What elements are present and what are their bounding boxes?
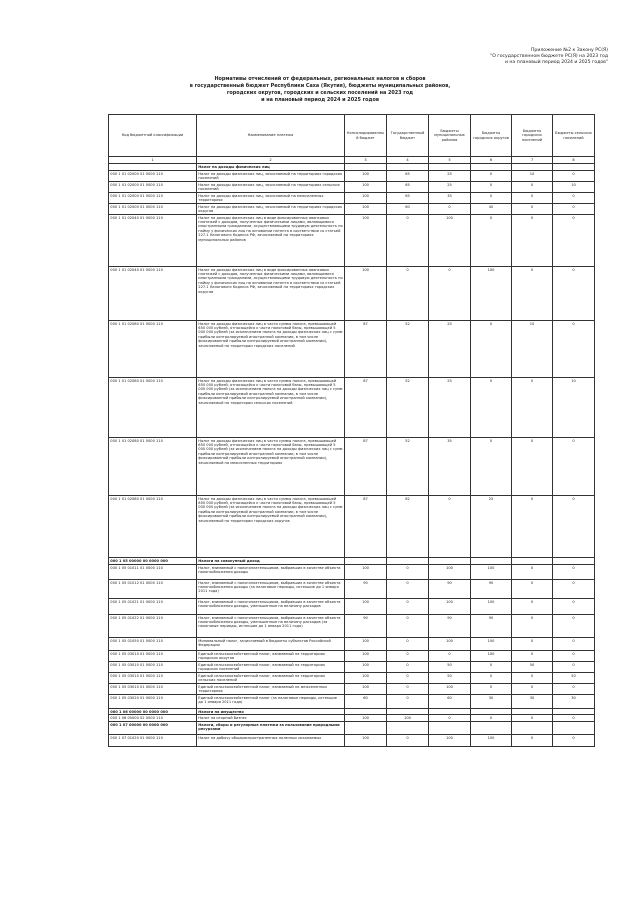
cell-value: 87 [345, 321, 387, 378]
table-row [109, 580, 595, 599]
cell-value: 0 [553, 204, 595, 215]
cell-value: 50 [429, 673, 471, 684]
cell-value [471, 558, 512, 565]
cell-name: Налог, взимаемый с налогоплательщиков, выбравших в качестве объекта налогообложения доходы, уменьшенные на величину расходов [197, 599, 345, 615]
cell-code: 000 1 01 02080 01 0000 110 [109, 321, 197, 378]
cell-value: 0 [553, 715, 595, 722]
cell-code: 000 1 06 00000 00 0000 000 [109, 709, 197, 715]
cell-value: 90 [345, 615, 387, 638]
cell-value: 0 [387, 615, 429, 638]
cell-value: 60 [345, 695, 387, 709]
cell-value: 0 [387, 662, 429, 673]
cell-value: 0 [512, 638, 553, 651]
cell-value: 87 [345, 496, 387, 558]
cell-value: 100 [345, 651, 387, 662]
cell-value: 0 [512, 673, 553, 684]
cell-value [553, 164, 595, 171]
index-cell: 3 [345, 157, 387, 164]
cell-value: 100 [471, 651, 512, 662]
cell-name: Налог, взимаемый с налогоплательщиков, выбравших в качестве объекта налогообложения доходы [197, 565, 345, 580]
cell-code: 000 1 05 01011 01 0000 110 [109, 565, 197, 580]
cell-value: 0 [387, 638, 429, 651]
cell-value: 87 [345, 378, 387, 438]
index-row [109, 157, 595, 164]
index-cell: 7 [512, 157, 553, 164]
cell-name: Минимальный налог, зачисляемый в бюджеты субъектов Российской Федерации [197, 638, 345, 651]
header-rural-settlements: Бюджеты сельских поселений [553, 115, 595, 157]
cell-value: 25 [429, 321, 471, 378]
cell-name: Налоги на совокупный доход [197, 558, 345, 565]
index-cell: 2 [197, 157, 345, 164]
cell-value: 100 [345, 193, 387, 204]
cell-value: 52 [387, 321, 429, 378]
index-cell: 8 [553, 157, 595, 164]
cell-name: Налог на добычу общераспространенных полезных ископаемых [197, 735, 345, 747]
cell-value: 0 [512, 496, 553, 558]
cell-value: 100 [345, 735, 387, 747]
cell-value: 0 [512, 615, 553, 638]
cell-value: 0 [429, 267, 471, 321]
cell-value: 0 [471, 378, 512, 438]
cell-value: 52 [387, 438, 429, 496]
cell-value: 25 [471, 496, 512, 558]
table-row [109, 267, 595, 321]
cell-value: 10 [553, 182, 595, 193]
cell-name: Налог на игорный бизнес [197, 715, 345, 722]
norms-table [108, 114, 595, 747]
cell-code: 000 1 06 05000 02 0000 110 [109, 715, 197, 722]
table-row [109, 171, 595, 182]
cell-value: 0 [553, 496, 595, 558]
cell-value: 10 [512, 171, 553, 182]
cell-name: Налоги, сборы и регулярные платежи за пользование природными ресурсами [197, 722, 345, 735]
cell-code: 000 1 05 03020 01 0000 110 [109, 695, 197, 709]
index-cell: 6 [471, 157, 512, 164]
cell-value: 0 [471, 684, 512, 695]
cell-value [387, 722, 429, 735]
cell-value: 100 [345, 715, 387, 722]
cell-value: 0 [512, 267, 553, 321]
table-row [109, 438, 595, 496]
index-cell: 5 [429, 157, 471, 164]
cell-name: Единый сельскохозяйственный налог (за налоговые периоды, истекшие до 1 января 2011 года) [197, 695, 345, 709]
header-urban-settlements: Бюджеты городских поселений [512, 115, 553, 157]
cell-value: 0 [512, 715, 553, 722]
section-row [109, 164, 595, 171]
cell-value: 0 [512, 565, 553, 580]
cell-value: 0 [387, 267, 429, 321]
section-row [109, 558, 595, 565]
cell-code: 000 1 01 02000 01 0000 110 [109, 182, 197, 193]
cell-code: 000 1 01 02000 01 0000 110 [109, 193, 197, 204]
cell-value: 100 [471, 638, 512, 651]
cell-code: 000 1 07 00000 00 0000 000 [109, 722, 197, 735]
cell-value: 100 [345, 182, 387, 193]
cell-code: 000 1 01 02040 01 0000 110 [109, 267, 197, 321]
table-row [109, 651, 595, 662]
cell-value: 0 [512, 684, 553, 695]
cell-value: 0 [553, 599, 595, 615]
cell-value: 100 [471, 735, 512, 747]
cell-value: 0 [471, 171, 512, 182]
table-row [109, 615, 595, 638]
cell-value: 100 [345, 684, 387, 695]
cell-value: 0 [512, 193, 553, 204]
cell-value: 10 [512, 321, 553, 378]
cell-name: Налог на доходы физических лиц, зачисляемый на территориях городских поселений [197, 171, 345, 182]
title-line: в государственный бюджет Республики Саха (Якутия), бюджеты муниципальных районов, [189, 83, 451, 89]
appendix-line: Приложение №2 к Закону РС(Я) [530, 48, 608, 53]
cell-value: 90 [471, 615, 512, 638]
cell-value: 0 [471, 182, 512, 193]
cell-value: 0 [471, 438, 512, 496]
cell-value [387, 558, 429, 565]
cell-value: 0 [387, 565, 429, 580]
table-row [109, 565, 595, 580]
cell-value: 65 [387, 182, 429, 193]
table-row [109, 715, 595, 722]
cell-value: 0 [387, 215, 429, 267]
cell-value: 0 [387, 580, 429, 599]
cell-value: 50 [429, 662, 471, 673]
cell-value: 0 [553, 171, 595, 182]
cell-value: 90 [429, 580, 471, 599]
cell-value: 0 [429, 204, 471, 215]
cell-code: 000 1 05 01021 01 0000 110 [109, 599, 197, 615]
cell-value [429, 558, 471, 565]
cell-value [512, 164, 553, 171]
cell-value: 100 [429, 735, 471, 747]
cell-value: 40 [471, 204, 512, 215]
cell-value [345, 722, 387, 735]
cell-value: 0 [512, 735, 553, 747]
cell-name: Единый сельскохозяйственный налог, взимаемый на территориях городских поселений [197, 662, 345, 673]
title-line: и на плановый период 2024 и 2025 годов [261, 97, 379, 103]
header-state: Государственный бюджет [387, 115, 429, 157]
cell-code: 000 1 01 02080 01 0000 110 [109, 496, 197, 558]
cell-value: 35 [429, 193, 471, 204]
cell-value: 0 [429, 715, 471, 722]
cell-value: 0 [553, 684, 595, 695]
cell-value [429, 164, 471, 171]
table-row [109, 599, 595, 615]
cell-code: 000 1 01 02040 01 0000 110 [109, 215, 197, 267]
table-row [109, 321, 595, 378]
cell-value: 0 [512, 599, 553, 615]
cell-name: Налог на доходы физических лиц, зачисляемый на территориях сельских поселений [197, 182, 345, 193]
index-cell: 1 [109, 157, 197, 164]
cell-value: 0 [553, 662, 595, 673]
cell-value: 100 [387, 715, 429, 722]
cell-name: Налог на доходы физических лиц в части суммы налога, превышающей 650 000 рублей, относящейся к части налоговой базы, превышающей 5 000 000 рублей (за исключением налога на доходы физических лиц с сумм прибыли контролируемой иностранной компании, в том числе фиксированной прибыли контролируемой иностранной компании), зачисляемый на территории сельских поселений [197, 378, 345, 438]
cell-value: 0 [512, 438, 553, 496]
cell-value: 0 [553, 615, 595, 638]
title-line: Нормативы отчислений от федеральных, региональных налогов и сборов [214, 76, 426, 82]
cell-value: 0 [553, 580, 595, 599]
cell-code: 000 1 01 02000 01 0000 110 [109, 171, 197, 182]
appendix-note [388, 48, 608, 66]
cell-value: 60 [387, 204, 429, 215]
cell-value [429, 722, 471, 735]
cell-value: 0 [553, 193, 595, 204]
cell-value: 0 [471, 321, 512, 378]
table-row [109, 662, 595, 673]
cell-code [109, 164, 197, 171]
cell-value: 0 [471, 193, 512, 204]
cell-value [471, 164, 512, 171]
cell-value [345, 164, 387, 171]
cell-value: 100 [429, 215, 471, 267]
header-code: Код бюджетной классификации [109, 115, 197, 157]
cell-value [553, 558, 595, 565]
cell-value: 100 [345, 215, 387, 267]
cell-value: 100 [345, 638, 387, 651]
document-title [120, 76, 520, 104]
cell-value: 0 [387, 673, 429, 684]
cell-value: 0 [471, 715, 512, 722]
cell-code: 000 1 01 02080 01 0000 110 [109, 438, 197, 496]
cell-name: Единый сельскохозяйственный налог, взимаемый на межселенных территориях [197, 684, 345, 695]
cell-value [512, 722, 553, 735]
cell-value: 50 [512, 662, 553, 673]
cell-name: Налог на доходы физических лиц, зачисляемый на территориях городских округов [197, 204, 345, 215]
cell-value: 100 [471, 565, 512, 580]
cell-name: Налог на доходы физических лиц в виде фиксированных авансовых платежей с доходов, полученных физическими лицами, являющимися иностранными гражданами, осуществляющими трудовую деятельность по найму у физических лиц на основании патента в соответствии со статьей 227.1 Налогового Кодекса РФ, зачисляемый на территориях городских округов [197, 267, 345, 321]
cell-name: Налог на доходы физических лиц в части суммы налога, превышающей 650 000 рублей, относящейся к части налоговой базы, превышающей 5 000 000 рублей (за исключением налога на доходы физических лиц с сумм прибыли контролируемой иностранной компании, в том числе фиксированной прибыли контролируемой иностранной компании), зачисляемый на межселенных территориях [197, 438, 345, 496]
table-row [109, 378, 595, 438]
cell-name: Единый сельскохозяйственный налог, взимаемый на территориях сельских поселений [197, 673, 345, 684]
cell-value: 100 [345, 673, 387, 684]
cell-value: 35 [429, 438, 471, 496]
cell-value: 30 [471, 695, 512, 709]
cell-value: 0 [512, 651, 553, 662]
table-row [109, 204, 595, 215]
cell-code: 000 1 07 01020 01 0000 110 [109, 735, 197, 747]
cell-value: 25 [429, 182, 471, 193]
section-row [109, 722, 595, 735]
cell-value: 0 [512, 580, 553, 599]
cell-code: 000 1 05 03010 01 0000 110 [109, 662, 197, 673]
cell-value: 100 [471, 599, 512, 615]
cell-value: 10 [553, 378, 595, 438]
cell-value: 25 [429, 378, 471, 438]
cell-value: 0 [387, 695, 429, 709]
cell-code: 000 1 05 00000 00 0000 000 [109, 558, 197, 565]
cell-value [387, 164, 429, 171]
cell-value: 100 [345, 599, 387, 615]
appendix-line: "О государственном бюджете РС(Я) на 2023 год [490, 54, 608, 59]
cell-value: 90 [345, 580, 387, 599]
header-name: Наименование платежа [197, 115, 345, 157]
cell-value: 0 [387, 684, 429, 695]
cell-value: 0 [429, 496, 471, 558]
cell-value: 0 [553, 321, 595, 378]
cell-value: 0 [553, 735, 595, 747]
table-row [109, 182, 595, 193]
cell-value: 65 [387, 171, 429, 182]
table-row [109, 638, 595, 651]
appendix-line: и на плановый период 2024 и 2025 годов" [504, 60, 608, 65]
cell-value: 100 [345, 204, 387, 215]
cell-value: 52 [387, 378, 429, 438]
index-cell: 4 [387, 157, 429, 164]
cell-value: 65 [387, 193, 429, 204]
cell-value: 100 [345, 171, 387, 182]
cell-value: 50 [553, 673, 595, 684]
cell-code: 000 1 05 03010 01 0000 110 [109, 673, 197, 684]
table-row [109, 215, 595, 267]
cell-value: 0 [553, 565, 595, 580]
cell-code: 000 1 05 03010 01 0000 110 [109, 651, 197, 662]
table-body [109, 164, 595, 747]
cell-name: Налог на доходы физических лиц в части суммы налога, превышающей 650 000 рублей, относящейся к части налоговой базы, превышающей 5 000 000 рублей (за исключением налога на доходы физических лиц с сумм прибыли контролируемой иностранной компании, в том числе фиксированной прибыли контролируемой иностранной компании), зачисляемый на территории городских поселений [197, 321, 345, 378]
cell-value: 0 [512, 215, 553, 267]
cell-value: 100 [429, 599, 471, 615]
cell-value: 0 [429, 651, 471, 662]
table-row [109, 684, 595, 695]
cell-value: 100 [345, 267, 387, 321]
cell-value: 0 [512, 182, 553, 193]
cell-name: Налог на доходы физических лиц в части суммы налога, превышающей 650 000 рублей, относящейся к части налоговой базы, превышающей 5 000 000 рублей (за исключением налога на доходы физических лиц с сумм прибыли контролируемой иностранной компании, в том числе фиксированной прибыли контролируемой иностранной компании), зачисляемый на территории городских округов [197, 496, 345, 558]
cell-code: 000 1 05 01050 01 0000 110 [109, 638, 197, 651]
cell-value: 0 [471, 673, 512, 684]
header-municipal-districts: Бюджеты муниципальных районов [429, 115, 471, 157]
cell-value: 100 [429, 638, 471, 651]
cell-name: Налог, взимаемый с налогоплательщиков, выбравших в качестве объекта налогообложения доходы, уменьшенные на величину расходов (за налоговые периоды, истекшие до 1 января 2011 года) [197, 615, 345, 638]
cell-value: 30 [553, 695, 595, 709]
cell-value: 0 [387, 599, 429, 615]
cell-value: 0 [471, 662, 512, 673]
cell-value: 0 [553, 267, 595, 321]
cell-value: 60 [429, 695, 471, 709]
header-city-districts: Бюджеты городских округов [471, 115, 512, 157]
header-consolidated: Консолидированный бюджет [345, 115, 387, 157]
cell-value: 0 [512, 378, 553, 438]
cell-value: 0 [471, 215, 512, 267]
cell-value: 87 [345, 438, 387, 496]
cell-value [345, 558, 387, 565]
cell-value [471, 722, 512, 735]
cell-name: Налог на доходы физических лиц в виде фиксированных авансовых платежей с доходов, полученных физическими лицами, являющимися иностранными гражданами, осуществляющими трудовую деятельность по найму у физических лиц на основании патента в соответствии со статьей 227.1 Налогового Кодекса РФ, зачисляемый на территориях муниципальных районов [197, 215, 345, 267]
title-line: городских округов, городских и сельских поселений на 2023 год [226, 90, 414, 96]
table-row [109, 735, 595, 747]
cell-value [512, 558, 553, 565]
cell-code: 000 1 01 02000 01 0000 110 [109, 204, 197, 215]
table-row [109, 193, 595, 204]
cell-value: 30 [512, 695, 553, 709]
cell-value: 100 [345, 662, 387, 673]
table-row [109, 496, 595, 558]
cell-value: 90 [471, 580, 512, 599]
cell-value: 90 [429, 615, 471, 638]
cell-value: 0 [553, 215, 595, 267]
cell-value: 0 [387, 735, 429, 747]
cell-name: Налоги на имущество [197, 709, 345, 715]
cell-value: 100 [429, 565, 471, 580]
cell-code: 000 1 05 01022 01 0000 110 [109, 615, 197, 638]
cell-value: 25 [429, 171, 471, 182]
cell-value: 100 [429, 684, 471, 695]
cell-value: 0 [512, 204, 553, 215]
cell-value: 0 [387, 651, 429, 662]
cell-code: 000 1 05 01012 01 0000 110 [109, 580, 197, 599]
cell-value: 100 [471, 267, 512, 321]
cell-value: 100 [345, 565, 387, 580]
cell-code: 000 1 05 03010 01 0000 110 [109, 684, 197, 695]
cell-name: Налог на доходы физических лиц, зачисляемый на межселенных территориях [197, 193, 345, 204]
cell-value: 0 [553, 638, 595, 651]
cell-name: Единый сельскохозяйственный налог, взимаемый на территориях городских округов [197, 651, 345, 662]
table-row [109, 695, 595, 709]
header-row [109, 115, 595, 157]
table-row [109, 673, 595, 684]
cell-value [553, 722, 595, 735]
cell-value: 0 [553, 438, 595, 496]
cell-value: 62 [387, 496, 429, 558]
cell-name: Налог на доходы физических лиц [197, 164, 345, 171]
cell-value: 0 [553, 651, 595, 662]
cell-code: 000 1 01 02080 01 0000 110 [109, 378, 197, 438]
cell-name: Налог, взимаемый с налогоплательщиков, выбравших в качестве объекта налогообложения доходы (за налоговые периоды, истекшие до 1 января 2011 года) [197, 580, 345, 599]
